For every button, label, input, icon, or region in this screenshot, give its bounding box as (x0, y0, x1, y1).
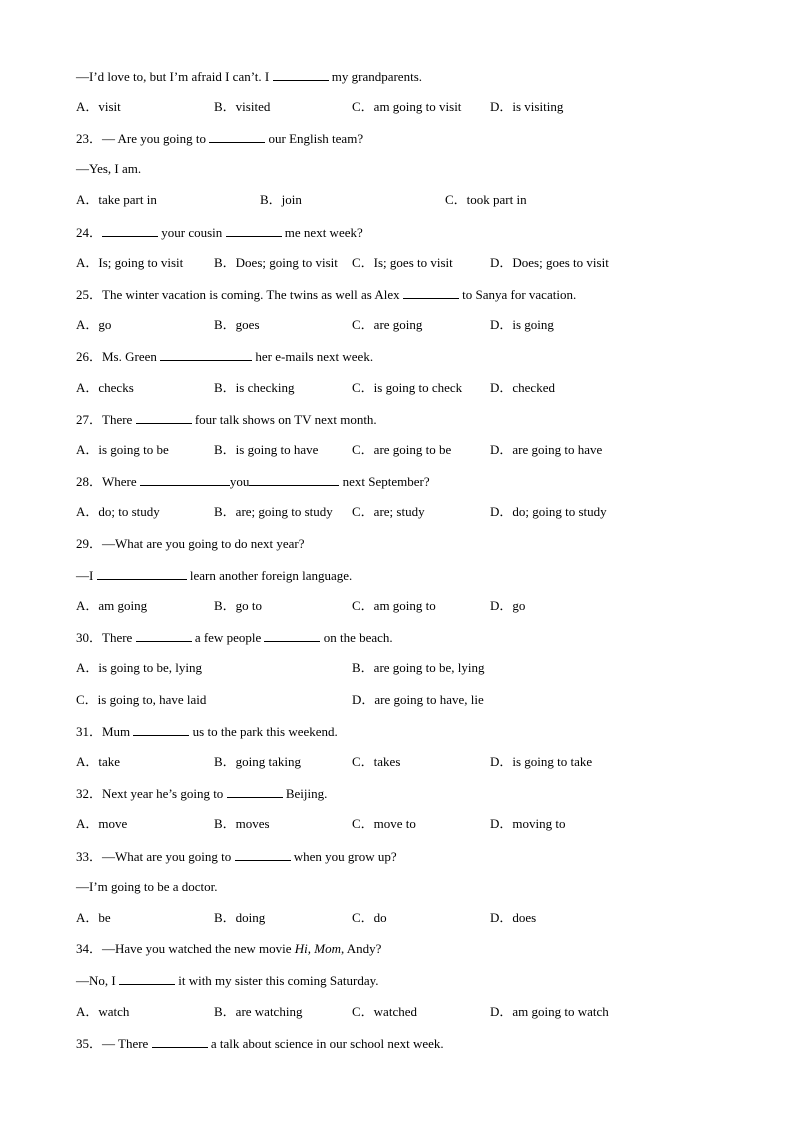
answer-option: B．visited (214, 99, 271, 114)
question-text: it with my sister this coming Saturday. (174, 973, 379, 988)
question-text: —Yes, I am. (76, 161, 142, 176)
question-text: her e-mails next week. (252, 349, 374, 364)
question-text: 33．—What are you going to (76, 849, 235, 864)
question-text: 28．Where (76, 474, 140, 489)
answer-blank (235, 848, 291, 861)
question-text: 25．The winter vacation is coming. The twins as well as Alex (76, 287, 403, 302)
question-text: next September? (339, 474, 430, 489)
question-line (76, 941, 381, 957)
question-text: me next week? (281, 225, 363, 240)
answer-option: D．checked (490, 380, 555, 395)
answer-option: C．takes (352, 754, 401, 769)
question-line (76, 224, 363, 241)
question-line (76, 785, 327, 802)
answer-blank (102, 224, 158, 237)
answer-option: C．is going to, have laid (76, 692, 207, 707)
question-text: —No, I (76, 973, 119, 988)
question-text: 35．— There (76, 1036, 152, 1051)
answer-option: A．am going (76, 598, 148, 613)
answer-option: B．goes (214, 317, 260, 332)
answer-option: C．am going to (352, 598, 436, 613)
question-text: a talk about science in our school next week. (207, 1036, 444, 1051)
answer-option: D．are going to have (490, 442, 603, 457)
answer-option: C．move to (352, 816, 416, 831)
question-line (76, 723, 338, 740)
question-line (76, 972, 379, 989)
question-text: Hi, Mom (294, 941, 341, 956)
answer-option: A．be (76, 910, 111, 925)
question-text: to Sanya for vacation. (458, 287, 577, 302)
answer-option: D．go (490, 598, 526, 613)
question-line (76, 536, 305, 552)
question-text: our English team? (265, 131, 364, 146)
answer-option: B．Does; going to visit (214, 255, 338, 270)
question-text: you (229, 474, 250, 489)
answer-option: D．does (490, 910, 537, 925)
question-text: on the beach. (320, 630, 393, 645)
answer-option: D．is visiting (490, 99, 564, 114)
question-line (76, 68, 422, 85)
answer-blank (249, 473, 339, 486)
answer-blank (273, 68, 329, 81)
question-line (76, 629, 393, 646)
question-text: 29．—What are you going to do next year? (76, 536, 305, 551)
answer-option: B．join (260, 192, 302, 207)
answer-blank (136, 629, 192, 642)
question-text: your cousin (158, 225, 226, 240)
answer-option: B．are watching (214, 1004, 303, 1019)
question-text: —I (76, 568, 97, 583)
question-text: —I’d love to, but I’m afraid I can’t. I (76, 69, 273, 84)
question-text: Beijing. (282, 786, 328, 801)
answer-option: B．going taking (214, 754, 302, 769)
answer-option: B．are going to be, lying (352, 660, 485, 675)
answer-option: A．watch (76, 1004, 130, 1019)
question-text: when you grow up? (290, 849, 397, 864)
answer-option: D．moving to (490, 816, 566, 831)
question-text: 31．Mum (76, 724, 134, 739)
question-text: —I’m going to be a doctor. (76, 879, 218, 894)
answer-option: C．are; study (352, 504, 425, 519)
answer-option: D．is going to take (490, 754, 593, 769)
answer-blank (160, 348, 252, 361)
question-text: 24． (76, 225, 103, 240)
question-line (76, 879, 218, 895)
question-text: four talk shows on TV next month. (191, 412, 377, 427)
answer-option: A．visit (76, 99, 121, 114)
answer-blank (209, 130, 265, 143)
question-line (76, 286, 576, 303)
answer-option: A．do; to study (76, 504, 160, 519)
answer-option: A．take (76, 754, 121, 769)
answer-option: B．are; going to study (214, 504, 333, 519)
question-text: , Andy? (341, 941, 382, 956)
answer-option: D．is going (490, 317, 554, 332)
answer-option: A．checks (76, 380, 134, 395)
answer-option: A．move (76, 816, 128, 831)
question-text: 32．Next year he’s going to (76, 786, 227, 801)
answer-option: B．is checking (214, 380, 295, 395)
question-line (76, 473, 430, 490)
answer-option: B．is going to have (214, 442, 319, 457)
answer-blank (136, 411, 192, 424)
answer-option: D．Does; goes to visit (490, 255, 609, 270)
answer-option: D．are going to have, lie (352, 692, 484, 707)
answer-option: D．do; going to study (490, 504, 607, 519)
answer-option: C．took part in (445, 192, 527, 207)
question-text: 23．— Are you going to (76, 131, 210, 146)
answer-option: C．is going to check (352, 380, 463, 395)
question-text: learn another foreign language. (186, 568, 353, 583)
question-text: 26．Ms. Green (76, 349, 161, 364)
answer-blank (97, 567, 187, 580)
answer-blank (264, 629, 320, 642)
answer-option: A．go (76, 317, 112, 332)
answer-blank (152, 1035, 208, 1048)
question-text: 30．There (76, 630, 136, 645)
answer-option: C．are going (352, 317, 423, 332)
answer-option: C．are going to be (352, 442, 452, 457)
question-line (76, 1035, 444, 1052)
answer-option: B．moves (214, 816, 270, 831)
answer-blank (226, 224, 282, 237)
question-line (76, 348, 373, 365)
question-line (76, 848, 397, 865)
answer-option: C．am going to visit (352, 99, 462, 114)
question-text: 34．—Have you watched the new movie (76, 941, 295, 956)
answer-option: A．is going to be (76, 442, 169, 457)
answer-blank (403, 286, 459, 299)
answer-blank (133, 723, 189, 736)
question-line (76, 130, 363, 147)
question-line (76, 411, 377, 428)
question-text: a few people (191, 630, 265, 645)
answer-option: C．Is; goes to visit (352, 255, 453, 270)
question-line (76, 567, 352, 584)
answer-option: B．go to (214, 598, 263, 613)
answer-option: B．doing (214, 910, 266, 925)
answer-option: C．do (352, 910, 387, 925)
question-text: us to the park this weekend. (189, 724, 338, 739)
answer-blank (227, 785, 283, 798)
answer-option: A．is going to be, lying (76, 660, 203, 675)
answer-blank (119, 972, 175, 985)
answer-option: C．watched (352, 1004, 417, 1019)
question-text: 27．There (76, 412, 136, 427)
answer-option: A．take part in (76, 192, 157, 207)
question-text: my grandparents. (328, 69, 423, 84)
answer-blank (140, 473, 230, 486)
answer-option: A．Is; going to visit (76, 255, 184, 270)
question-line (76, 161, 141, 177)
answer-option: D．am going to watch (490, 1004, 609, 1019)
